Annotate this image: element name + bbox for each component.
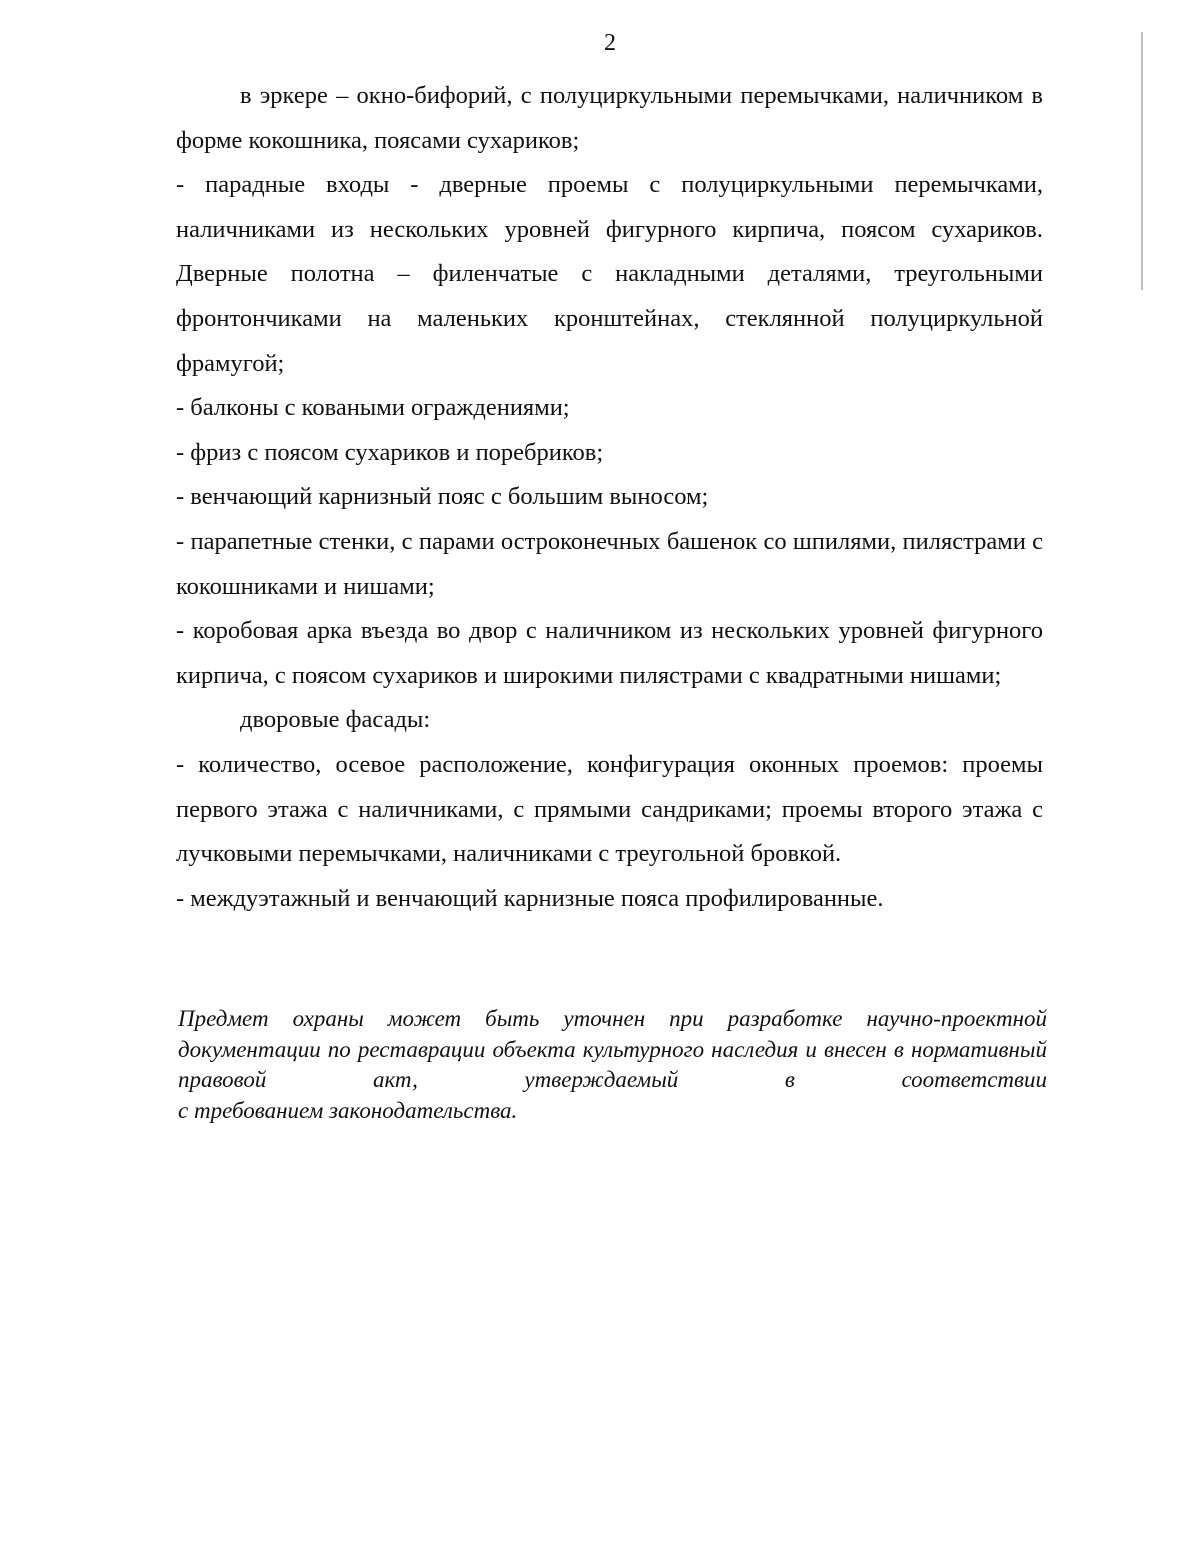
note-text: Предмет охраны может быть уточнен при разработке научно-проектной документации по реставрации объекта культурного наследия и внесен в нормативный правовой акт, утверждаемый в соответствии (178, 1006, 1047, 1092)
paragraph-windows: - количество, осевое расположение, конфигурация оконных проемов: проемы первого этажа с наличниками, с прямыми сандриками; проемы второго этажа с лучковыми перемычками, наличниками с треугольной бровкой. (176, 750, 1043, 868)
document-body (176, 74, 1043, 921)
paragraph-cornice: - венчающий карнизный пояс с большим выносом; (176, 483, 709, 511)
scan-edge-line (1141, 32, 1143, 290)
paragraph-parapet: - парапетные стенки, с парами остроконечных башенок со шпилями, пилястрами с кокошниками и нишами; (176, 527, 1043, 600)
paragraph-entrances: - парадные входы - дверные проемы с полуциркульными перемычками, наличниками из нескольких уровней фигурного кирпича, поясом сухариков. Дверные полотна – филенчатые с накладными деталями, треугольными фронтончиками на маленьких кронштейнах, стеклянной полуциркульной фрамугой; (176, 171, 1043, 377)
paragraph-erker: в эркере – окно-бифорий, с полуциркульными перемычками, наличником в форме кокошника, поясами сухариков; (176, 82, 1043, 154)
note-text-end: с требованием законодательства. (178, 1097, 518, 1123)
page-number: 2 (604, 30, 616, 56)
paragraph-belts: - междуэтажный и венчающий карнизные пояса профилированные. (176, 884, 884, 912)
paragraph-frieze: - фриз с поясом сухариков и поребриков; (176, 438, 604, 466)
paragraph-arch: - коробовая арка въезда во двор с наличником из нескольких уровней фигурного кирпича, с поясом сухариков и широкими пилястрами с квадратными нишами; (176, 617, 1043, 689)
protection-note (178, 1004, 1047, 1126)
paragraph-balconies: - балконы с коваными ограждениями; (176, 394, 570, 422)
paragraph-courtyard-heading: дворовые фасады: (240, 706, 431, 734)
